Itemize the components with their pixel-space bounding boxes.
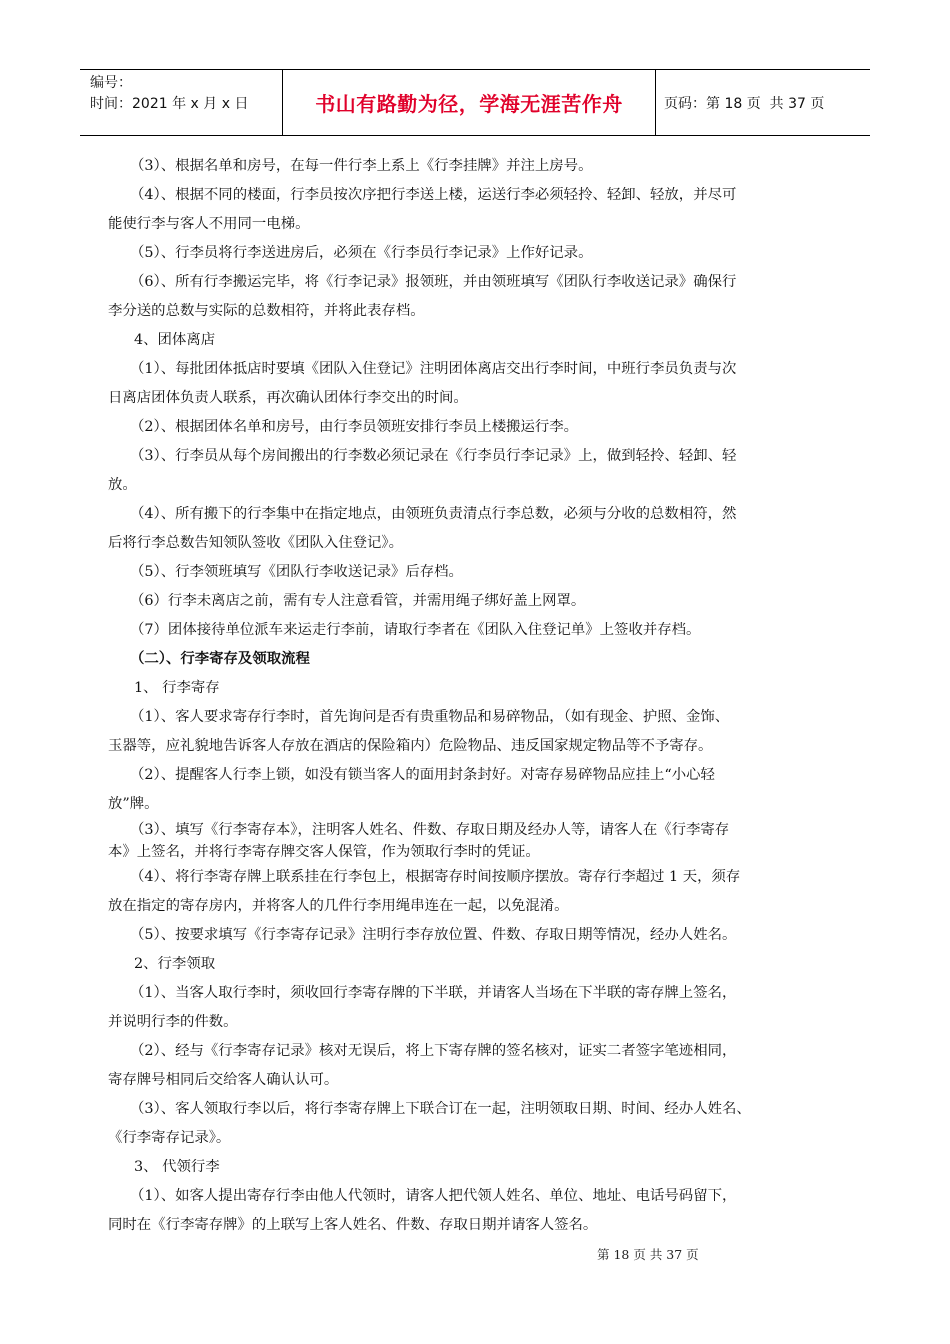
- header-meta: [80, 70, 282, 135]
- text-line: （3）、根据名单和房号，在每一件行李上系上《行李挂牌》并注上房号。: [130, 158, 593, 174]
- text-line: （1）、每批团体抵店时要填《团队入住登记》注明团体离店交出行李时间，中班行李员负责与次: [130, 361, 737, 377]
- text-line: 能使行李与客人不用同一电梯。: [108, 216, 310, 232]
- text-line: 2、行李领取: [134, 956, 216, 972]
- text-line: 玉器等，应礼貌地告诉客人存放在酒店的保险箱内）危险物品、违反国家规定物品等不予寄存。: [108, 738, 713, 754]
- header-motto-text: 书山有路勤为径，学海无涯苦作舟: [315, 92, 623, 116]
- text-line: 李分送的总数与实际的总数相符，并将此表存档。: [108, 303, 425, 319]
- page-header: [80, 69, 870, 136]
- text-line: （2）、经与《行李寄存记录》核对无误后，将上下寄存牌的签名核对，证实二者签字笔迹相同，: [130, 1043, 737, 1059]
- text-line: （6）、所有行李搬运完毕，将《行李记录》报领班，并由领班填写《团队行李收送记录》确保行: [130, 274, 737, 290]
- text-line: （4）、根据不同的楼面，行李员按次序把行李送上楼，运送行李必须轻拎、轻卸、轻放，并尽可: [130, 187, 737, 203]
- text-line: （5）、按要求填写《行李寄存记录》注明行李存放位置、件数、存取日期等情况，经办人姓名。: [130, 927, 737, 943]
- text-line: （2）、根据团体名单和房号，由行李员领班安排行李员上楼搬运行李。: [130, 419, 579, 435]
- text-line: 寄存牌号相同后交给客人确认认可。: [108, 1072, 339, 1088]
- text-line: （5）、行李领班填写《团队行李收送记录》后存档。: [130, 564, 463, 580]
- text-line: 并说明行李的件数。: [108, 1014, 238, 1030]
- text-line: （3）、客人领取行李以后，将行李寄存牌上下联合订在一起，注明领取日期、时间、经办人姓名、: [130, 1101, 751, 1117]
- text-line: 《行李寄存记录》。: [108, 1130, 231, 1146]
- text-line: 3、 代领行李: [134, 1159, 220, 1175]
- header-motto: [282, 70, 656, 135]
- text-line: 放”牌。: [108, 796, 159, 812]
- text-line: （4）、所有搬下的行李集中在指定地点，由领班负责清点行李总数，必须与分收的总数相符，然: [130, 506, 737, 522]
- text-line: （3）、行李员从每个房间搬出的行李数必须记录在《行李员行李记录》上，做到轻拎、轻卸、轻: [130, 448, 737, 464]
- section-heading: （二）、行李寄存及领取流程: [130, 651, 310, 667]
- text-line: （2）、提醒客人行李上锁，如没有锁当客人的面用封条封好。对寄存易碎物品应挂上“小心轻: [130, 767, 715, 783]
- header-date-label: 时间：2021 年 x 月 x 日: [90, 96, 249, 112]
- text-line: （5）、行李员将行李送进房后，必须在《行李员行李记录》上作好记录。: [130, 245, 593, 261]
- text-line: （7）团体接待单位派车来运走行李前，请取行李者在《团队入住登记单》上签收并存档。: [130, 622, 701, 638]
- header-page-label: 页码：第 18 页 共 37 页: [664, 95, 825, 112]
- text-line: 后将行李总数告知领队签收《团队入住登记》。: [108, 535, 404, 551]
- page-footer: 第 18 页 共 37 页: [597, 1247, 699, 1262]
- text-line: 同时在《行李寄存牌》的上联写上客人姓名、件数、存取日期并请客人签名。: [108, 1217, 598, 1233]
- text-line: （4）、将行李寄存牌上联系挂在行李包上，根据寄存时间按顺序摆放。寄存行李超过 1 天，须存: [130, 869, 741, 885]
- text-line: 本》上签名，并将行李寄存牌交客人保管，作为领取行李时的凭证。: [108, 844, 540, 860]
- text-line: 1、 行李寄存: [134, 680, 220, 696]
- text-line: （6）行李未离店之前，需有专人注意看管，并需用绳子绑好盖上网罩。: [130, 593, 586, 609]
- header-page-info: [656, 70, 870, 135]
- text-line: 放。: [108, 477, 137, 493]
- text-line: 放在指定的寄存房内，并将客人的几件行李用绳串连在一起，以免混淆。: [108, 898, 569, 914]
- header-id-label: 编号：: [90, 75, 132, 91]
- text-line: （1）、客人要求寄存行李时，首先询问是否有贵重物品和易碎物品，（如有现金、护照、金饰、: [130, 709, 730, 725]
- text-line: 日离店团体负责人联系，再次确认团体行李交出的时间。: [108, 390, 468, 406]
- document-body: [108, 152, 848, 1240]
- text-line: （1）、当客人取行李时，须收回行李寄存牌的下半联，并请客人当场在下半联的寄存牌上签名，: [130, 985, 737, 1001]
- text-line: 4、团体离店: [134, 332, 216, 348]
- text-line: （3）、填写《行李寄存本》，注明客人姓名、件数、存取日期及经办人等，请客人在《行李寄存: [130, 822, 730, 838]
- text-line: （1）、如客人提出寄存行李由他人代领时，请客人把代领人姓名、单位、地址、电话号码留下，: [130, 1188, 737, 1204]
